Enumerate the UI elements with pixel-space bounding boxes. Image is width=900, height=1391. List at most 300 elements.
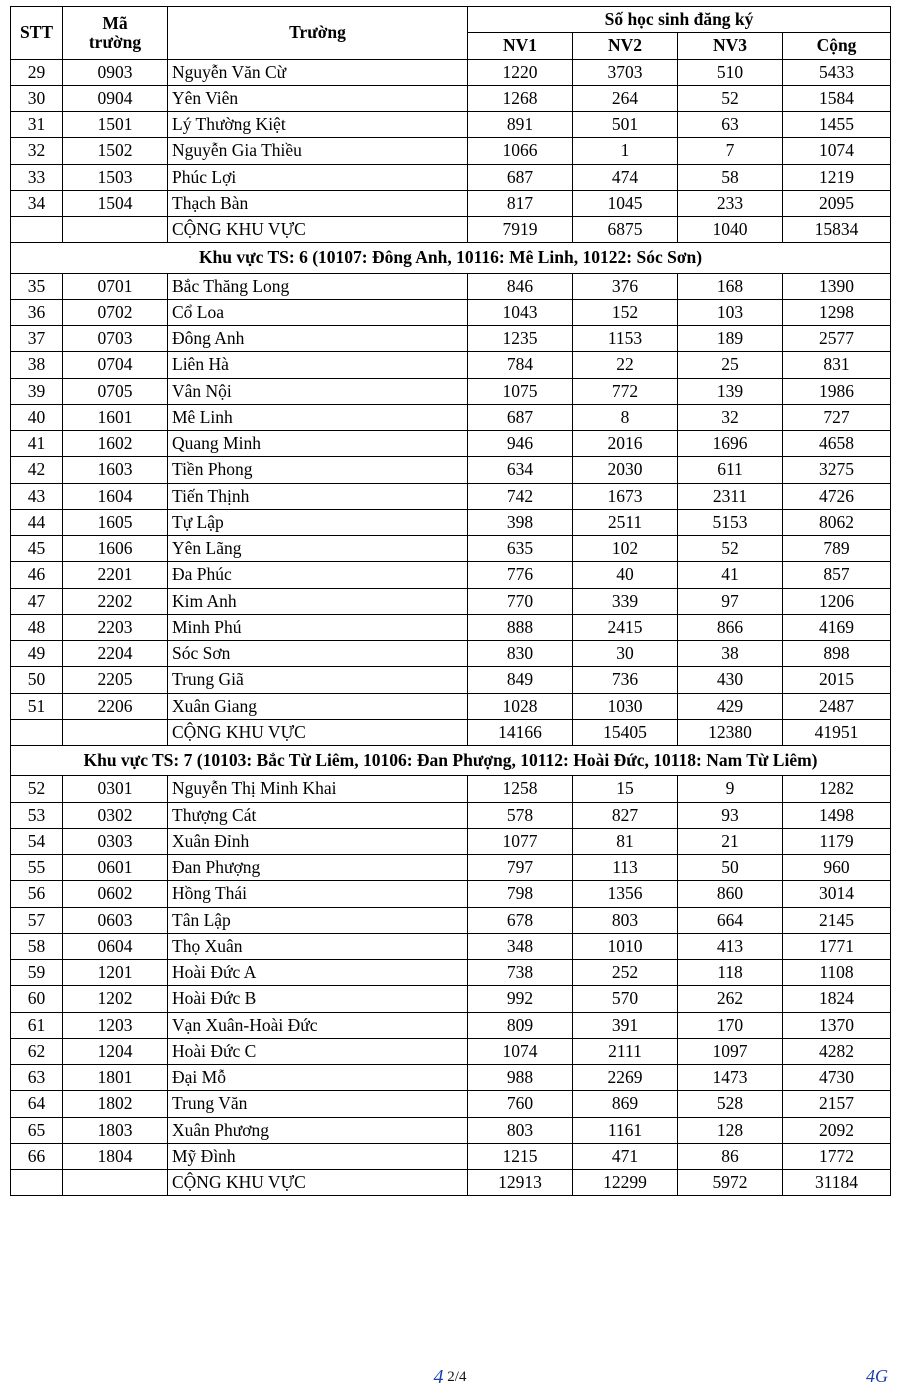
cell-cong: 1390: [783, 273, 891, 299]
column-header-stt: STT: [11, 7, 63, 60]
cell-nv3: 860: [678, 881, 783, 907]
cell-nv2: 736: [573, 667, 678, 693]
footer-mark-right: 4G: [866, 1366, 888, 1386]
cell-stt: [11, 1170, 63, 1196]
cell-nv1: 946: [468, 431, 573, 457]
cell-nv1: 742: [468, 483, 573, 509]
table-row: [11, 1065, 891, 1091]
cell-nv2: 2030: [573, 457, 678, 483]
cell-cong: 1282: [783, 776, 891, 802]
cell-nv1: 14166: [468, 719, 573, 745]
cell-ma-truong: 0704: [63, 352, 168, 378]
cell-truong: Vạn Xuân-Hoài Đức: [168, 1012, 468, 1038]
table-row: [11, 907, 891, 933]
cell-ma-truong: 1503: [63, 164, 168, 190]
cell-truong: Tân Lập: [168, 907, 468, 933]
cell-ma-truong: [63, 217, 168, 243]
cell-nv3: 7: [678, 138, 783, 164]
cell-cong: 1771: [783, 933, 891, 959]
cell-ma-truong: 1606: [63, 536, 168, 562]
cell-nv1: 817: [468, 190, 573, 216]
cell-nv3: 103: [678, 299, 783, 325]
cell-stt: 32: [11, 138, 63, 164]
cell-ma-truong: 1604: [63, 483, 168, 509]
table-row: [11, 667, 891, 693]
table-row: [11, 776, 891, 802]
column-header-nv1: NV1: [468, 33, 573, 59]
cell-stt: 43: [11, 483, 63, 509]
cell-nv1: 398: [468, 509, 573, 535]
cell-nv2: 376: [573, 273, 678, 299]
cell-nv2: 1673: [573, 483, 678, 509]
cell-stt: 33: [11, 164, 63, 190]
footer-mark-left: 4: [433, 1366, 444, 1388]
cell-nv3: 262: [678, 986, 783, 1012]
cell-stt: 63: [11, 1065, 63, 1091]
cell-cong: 1584: [783, 85, 891, 111]
cell-cong: 831: [783, 352, 891, 378]
table-row: [11, 164, 891, 190]
table-row: [11, 1143, 891, 1169]
cell-nv3: 41: [678, 562, 783, 588]
cell-truong: Liên Hà: [168, 352, 468, 378]
cell-nv3: 189: [678, 326, 783, 352]
column-header-nv3: NV3: [678, 33, 783, 59]
cell-truong: Hoài Đức C: [168, 1038, 468, 1064]
cell-ma-truong: 0705: [63, 378, 168, 404]
cell-stt: 56: [11, 881, 63, 907]
cell-nv1: 348: [468, 933, 573, 959]
cell-nv3: 9: [678, 776, 783, 802]
cell-ma-truong: 2206: [63, 693, 168, 719]
cell-stt: 50: [11, 667, 63, 693]
cell-ma-truong: 1602: [63, 431, 168, 457]
table-row: [11, 986, 891, 1012]
cell-stt: 45: [11, 536, 63, 562]
cell-stt: 55: [11, 855, 63, 881]
cell-stt: 49: [11, 641, 63, 667]
cell-nv1: 738: [468, 960, 573, 986]
cell-ma-truong: 0701: [63, 273, 168, 299]
cell-truong: Hồng Thái: [168, 881, 468, 907]
cell-nv1: 891: [468, 112, 573, 138]
cell-truong: Mỹ Đình: [168, 1143, 468, 1169]
cell-nv1: 687: [468, 404, 573, 430]
cell-truong: Quang Minh: [168, 431, 468, 457]
table-row: [11, 404, 891, 430]
cell-cong: 789: [783, 536, 891, 562]
table-row: [11, 378, 891, 404]
cell-cong: 2092: [783, 1117, 891, 1143]
cell-ma-truong: 1804: [63, 1143, 168, 1169]
cell-stt: 62: [11, 1038, 63, 1064]
cell-ma-truong: 1504: [63, 190, 168, 216]
cell-nv3: 5153: [678, 509, 783, 535]
cell-stt: [11, 719, 63, 745]
cell-nv3: 97: [678, 588, 783, 614]
cell-stt: [11, 217, 63, 243]
cell-stt: 54: [11, 828, 63, 854]
cell-nv1: 678: [468, 907, 573, 933]
cell-nv2: 1: [573, 138, 678, 164]
cell-truong: Phúc Lợi: [168, 164, 468, 190]
cell-ma-truong: 0904: [63, 85, 168, 111]
cell-nv1: 1220: [468, 59, 573, 85]
cell-truong: Nguyễn Gia Thiều: [168, 138, 468, 164]
table-row: [11, 1117, 891, 1143]
cell-nv1: 1077: [468, 828, 573, 854]
cell-nv1: 809: [468, 1012, 573, 1038]
cell-truong: Yên Viên: [168, 85, 468, 111]
cell-subtotal-label: CỘNG KHU VỰC: [168, 719, 468, 745]
cell-truong: Lý Thường Kiệt: [168, 112, 468, 138]
cell-cong: 4169: [783, 614, 891, 640]
cell-cong: 4658: [783, 431, 891, 457]
cell-nv3: 170: [678, 1012, 783, 1038]
cell-nv3: 664: [678, 907, 783, 933]
cell-ma-truong: 1203: [63, 1012, 168, 1038]
cell-cong: 857: [783, 562, 891, 588]
cell-nv2: 2269: [573, 1065, 678, 1091]
cell-nv2: 252: [573, 960, 678, 986]
cell-nv2: 8: [573, 404, 678, 430]
cell-nv3: 32: [678, 404, 783, 430]
table-row: [11, 457, 891, 483]
cell-nv3: 25: [678, 352, 783, 378]
cell-nv3: 93: [678, 802, 783, 828]
cell-stt: 42: [11, 457, 63, 483]
table-row: [11, 273, 891, 299]
cell-nv1: 846: [468, 273, 573, 299]
cell-ma-truong: [63, 1170, 168, 1196]
cell-cong: 4726: [783, 483, 891, 509]
cell-nv2: 3703: [573, 59, 678, 85]
cell-nv2: 6875: [573, 217, 678, 243]
cell-nv3: 139: [678, 378, 783, 404]
cell-nv3: 118: [678, 960, 783, 986]
cell-stt: 36: [11, 299, 63, 325]
cell-nv2: 81: [573, 828, 678, 854]
cell-truong: Xuân Phương: [168, 1117, 468, 1143]
cell-cong: 1179: [783, 828, 891, 854]
cell-truong: Đan Phượng: [168, 855, 468, 881]
cell-truong: Nguyễn Văn Cừ: [168, 59, 468, 85]
cell-nv1: 1066: [468, 138, 573, 164]
column-header-nv2: NV2: [573, 33, 678, 59]
cell-subtotal-label: CỘNG KHU VỰC: [168, 217, 468, 243]
cell-truong: Hoài Đức B: [168, 986, 468, 1012]
cell-stt: 52: [11, 776, 63, 802]
cell-truong: Nguyễn Thị Minh Khai: [168, 776, 468, 802]
cell-nv2: 471: [573, 1143, 678, 1169]
cell-ma-truong: 0602: [63, 881, 168, 907]
cell-stt: 47: [11, 588, 63, 614]
table-row: [11, 483, 891, 509]
cell-stt: 51: [11, 693, 63, 719]
cell-nv3: 510: [678, 59, 783, 85]
cell-cong: 960: [783, 855, 891, 881]
cell-ma-truong: 1201: [63, 960, 168, 986]
column-header-ma-truong-line1: Mã: [102, 12, 128, 33]
page-number: 2/4: [447, 1369, 467, 1385]
cell-nv1: 1215: [468, 1143, 573, 1169]
cell-truong: Kim Anh: [168, 588, 468, 614]
cell-nv1: 634: [468, 457, 573, 483]
cell-nv3: 58: [678, 164, 783, 190]
cell-cong: 1206: [783, 588, 891, 614]
cell-ma-truong: 2201: [63, 562, 168, 588]
cell-truong: Minh Phú: [168, 614, 468, 640]
cell-nv2: 102: [573, 536, 678, 562]
cell-nv3: 413: [678, 933, 783, 959]
table-header: [11, 7, 891, 60]
cell-stt: 58: [11, 933, 63, 959]
cell-stt: 31: [11, 112, 63, 138]
cell-truong: Trung Văn: [168, 1091, 468, 1117]
cell-nv3: 429: [678, 693, 783, 719]
cell-ma-truong: 2202: [63, 588, 168, 614]
cell-cong: 1298: [783, 299, 891, 325]
cell-nv1: 776: [468, 562, 573, 588]
cell-nv3: 233: [678, 190, 783, 216]
cell-nv3: 128: [678, 1117, 783, 1143]
table-row: [11, 299, 891, 325]
cell-cong: 898: [783, 641, 891, 667]
cell-stt: 61: [11, 1012, 63, 1038]
column-header-ma-truong: [63, 7, 168, 60]
cell-cong: 3014: [783, 881, 891, 907]
cell-truong: Đông Anh: [168, 326, 468, 352]
cell-nv1: 1258: [468, 776, 573, 802]
cell-truong: Sóc Sơn: [168, 641, 468, 667]
cell-truong: Hoài Đức A: [168, 960, 468, 986]
cell-nv1: 992: [468, 986, 573, 1012]
cell-truong: Thạch Bàn: [168, 190, 468, 216]
region-header-row: [11, 243, 891, 273]
region-header-label: Khu vực TS: 6 (10107: Đông Anh, 10116: Mê Linh, 10122: Sóc Sơn): [11, 243, 891, 273]
cell-cong: 1824: [783, 986, 891, 1012]
cell-nv3: 528: [678, 1091, 783, 1117]
cell-nv3: 611: [678, 457, 783, 483]
cell-nv1: 1074: [468, 1038, 573, 1064]
cell-truong: Mê Linh: [168, 404, 468, 430]
table-row: [11, 59, 891, 85]
table-row: [11, 802, 891, 828]
cell-truong: Vân Nội: [168, 378, 468, 404]
region-header-label: Khu vực TS: 7 (10103: Bắc Từ Liêm, 10106: Đan Phượng, 10112: Hoài Đức, 10118: Nam Từ Liêm): [11, 746, 891, 776]
table-row: [11, 562, 891, 588]
cell-nv1: 1268: [468, 85, 573, 111]
cell-cong: 727: [783, 404, 891, 430]
cell-nv2: 339: [573, 588, 678, 614]
cell-stt: 53: [11, 802, 63, 828]
cell-nv3: 63: [678, 112, 783, 138]
table-row: [11, 138, 891, 164]
cell-nv1: 760: [468, 1091, 573, 1117]
cell-stt: 37: [11, 326, 63, 352]
cell-nv3: 38: [678, 641, 783, 667]
cell-cong: 2577: [783, 326, 891, 352]
cell-ma-truong: 1605: [63, 509, 168, 535]
table-row: [11, 881, 891, 907]
table-body: [11, 59, 891, 1196]
cell-nv1: 1235: [468, 326, 573, 352]
cell-nv2: 264: [573, 85, 678, 111]
cell-nv3: 1696: [678, 431, 783, 457]
table-row: [11, 431, 891, 457]
cell-nv2: 1030: [573, 693, 678, 719]
cell-nv1: 7919: [468, 217, 573, 243]
table-row: [11, 1012, 891, 1038]
table-row-subtotal: [11, 719, 891, 745]
cell-nv2: 501: [573, 112, 678, 138]
cell-nv2: 40: [573, 562, 678, 588]
cell-nv2: 1161: [573, 1117, 678, 1143]
cell-nv3: 866: [678, 614, 783, 640]
cell-cong: 1772: [783, 1143, 891, 1169]
cell-nv1: 798: [468, 881, 573, 907]
cell-nv1: 578: [468, 802, 573, 828]
cell-ma-truong: 1803: [63, 1117, 168, 1143]
cell-cong: 2157: [783, 1091, 891, 1117]
table-row-subtotal: [11, 1170, 891, 1196]
cell-ma-truong: 2204: [63, 641, 168, 667]
cell-nv3: 21: [678, 828, 783, 854]
cell-stt: 46: [11, 562, 63, 588]
cell-cong: 2095: [783, 190, 891, 216]
table-row: [11, 112, 891, 138]
cell-truong: Tiền Phong: [168, 457, 468, 483]
cell-nv2: 1010: [573, 933, 678, 959]
cell-nv2: 15: [573, 776, 678, 802]
cell-cong: 2015: [783, 667, 891, 693]
cell-ma-truong: 0903: [63, 59, 168, 85]
table-row: [11, 190, 891, 216]
region-header-row: [11, 746, 891, 776]
cell-nv1: 830: [468, 641, 573, 667]
table-row: [11, 588, 891, 614]
cell-truong: Xuân Đỉnh: [168, 828, 468, 854]
table-row: [11, 933, 891, 959]
cell-ma-truong: 1202: [63, 986, 168, 1012]
cell-nv3: 86: [678, 1143, 783, 1169]
cell-ma-truong: 1802: [63, 1091, 168, 1117]
cell-nv3: 1097: [678, 1038, 783, 1064]
table-row: [11, 1091, 891, 1117]
column-header-truong: Trường: [168, 7, 468, 60]
cell-nv1: 1028: [468, 693, 573, 719]
cell-nv3: 1040: [678, 217, 783, 243]
table-row: [11, 641, 891, 667]
column-header-cong: Cộng: [783, 33, 891, 59]
cell-nv2: 2016: [573, 431, 678, 457]
cell-cong: 5433: [783, 59, 891, 85]
cell-nv2: 1045: [573, 190, 678, 216]
cell-nv2: 827: [573, 802, 678, 828]
cell-nv2: 869: [573, 1091, 678, 1117]
table-row: [11, 352, 891, 378]
cell-nv3: 168: [678, 273, 783, 299]
cell-cong: 4730: [783, 1065, 891, 1091]
table-row: [11, 693, 891, 719]
cell-stt: 30: [11, 85, 63, 111]
cell-cong: 8062: [783, 509, 891, 535]
table-row: [11, 509, 891, 535]
table-row: [11, 855, 891, 881]
cell-cong: 1986: [783, 378, 891, 404]
cell-stt: 39: [11, 378, 63, 404]
cell-nv2: 1356: [573, 881, 678, 907]
cell-nv1: 849: [468, 667, 573, 693]
table-row: [11, 1038, 891, 1064]
cell-cong: 15834: [783, 217, 891, 243]
cell-stt: 60: [11, 986, 63, 1012]
cell-ma-truong: 0301: [63, 776, 168, 802]
cell-ma-truong: 2205: [63, 667, 168, 693]
cell-nv1: 888: [468, 614, 573, 640]
cell-stt: 57: [11, 907, 63, 933]
registration-table: [10, 6, 891, 1196]
cell-stt: 41: [11, 431, 63, 457]
table-row: [11, 85, 891, 111]
cell-stt: 29: [11, 59, 63, 85]
cell-nv2: 12299: [573, 1170, 678, 1196]
cell-nv1: 770: [468, 588, 573, 614]
cell-ma-truong: 0302: [63, 802, 168, 828]
cell-nv1: 784: [468, 352, 573, 378]
cell-nv3: 430: [678, 667, 783, 693]
cell-truong: Bắc Thăng Long: [168, 273, 468, 299]
cell-nv2: 152: [573, 299, 678, 325]
cell-stt: 44: [11, 509, 63, 535]
cell-stt: 34: [11, 190, 63, 216]
cell-truong: Xuân Giang: [168, 693, 468, 719]
cell-cong: 1370: [783, 1012, 891, 1038]
cell-truong: Tự Lập: [168, 509, 468, 535]
cell-truong: Yên Lãng: [168, 536, 468, 562]
table-row-subtotal: [11, 217, 891, 243]
cell-nv1: 635: [468, 536, 573, 562]
cell-nv2: 2111: [573, 1038, 678, 1064]
cell-truong: Cổ Loa: [168, 299, 468, 325]
cell-cong: 1219: [783, 164, 891, 190]
cell-nv3: 50: [678, 855, 783, 881]
cell-truong: Tiến Thịnh: [168, 483, 468, 509]
cell-nv2: 1153: [573, 326, 678, 352]
column-header-ma-truong-line2: trường: [88, 31, 142, 52]
cell-nv1: 12913: [468, 1170, 573, 1196]
cell-nv3: 1473: [678, 1065, 783, 1091]
cell-stt: 66: [11, 1143, 63, 1169]
table-row: [11, 326, 891, 352]
cell-ma-truong: 0703: [63, 326, 168, 352]
cell-cong: 4282: [783, 1038, 891, 1064]
cell-nv3: 12380: [678, 719, 783, 745]
cell-ma-truong: 1801: [63, 1065, 168, 1091]
cell-nv2: 22: [573, 352, 678, 378]
cell-nv1: 797: [468, 855, 573, 881]
cell-nv2: 2415: [573, 614, 678, 640]
cell-truong: Thượng Cát: [168, 802, 468, 828]
cell-stt: 38: [11, 352, 63, 378]
cell-nv1: 1075: [468, 378, 573, 404]
cell-nv2: 391: [573, 1012, 678, 1038]
cell-ma-truong: 1601: [63, 404, 168, 430]
cell-ma-truong: 0603: [63, 907, 168, 933]
cell-nv1: 1043: [468, 299, 573, 325]
table-row: [11, 536, 891, 562]
cell-cong: 1108: [783, 960, 891, 986]
